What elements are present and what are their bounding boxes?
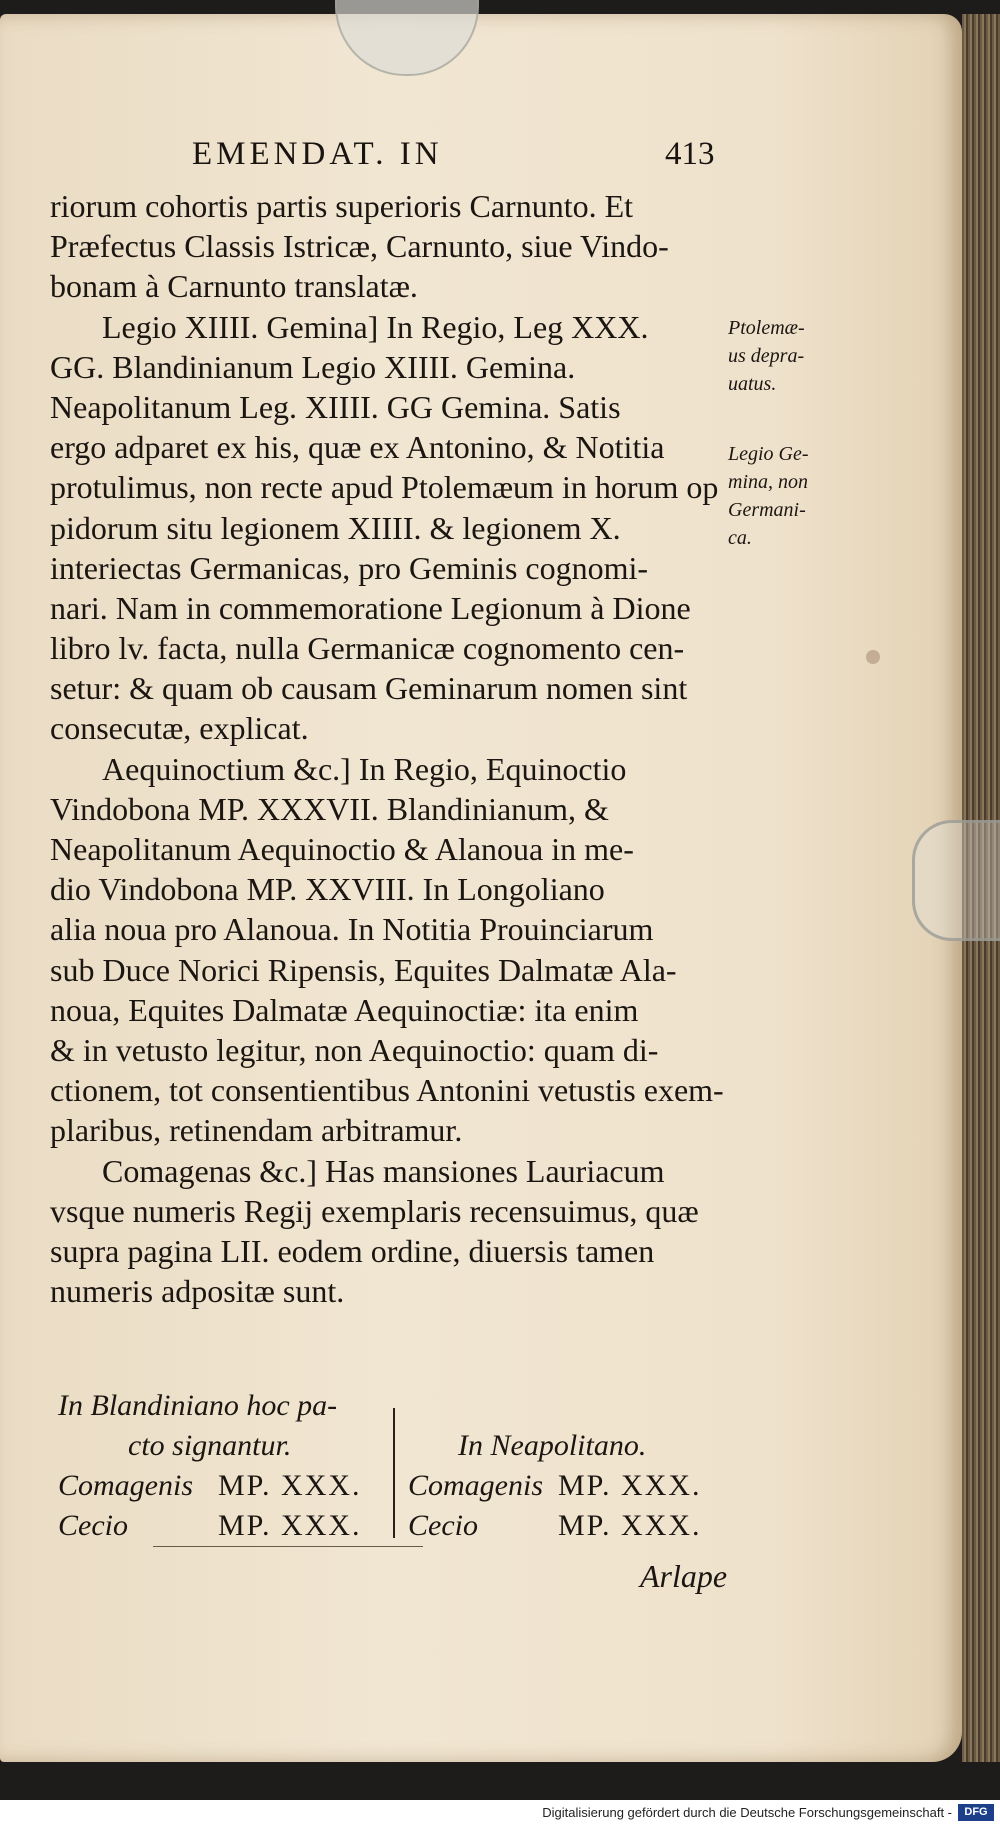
dfg-logo: DFG <box>958 1804 994 1821</box>
text-line: Præfectus Classis Istricæ, Carnunto, siue Vindo- <box>50 228 669 265</box>
margin-note <box>728 314 840 398</box>
table-row <box>408 1506 738 1546</box>
table-value: MP. XXX. <box>218 1509 362 1542</box>
text-line: numeris adpositæ sunt. <box>50 1273 345 1310</box>
text-line: protulimus, non recte apud Ptolemæum in horum op <box>50 469 719 506</box>
text-line: setur: & quam ob causam Geminarum nomen sint <box>50 670 688 707</box>
text-line: nari. Nam in commemoratione Legionum à Dione <box>50 589 691 626</box>
table-place: Comagenis <box>58 1469 193 1502</box>
table-heading: In Neapolitano. <box>458 1429 647 1462</box>
margin-notes <box>728 314 840 594</box>
text-line: dio Vindobona MP. XXVIII. In Longoliano <box>50 871 605 908</box>
text-line: consecutæ, explicat. <box>50 710 309 747</box>
text-line: Aequinoctium &c.] In Regio, Equinoctio <box>102 750 627 787</box>
main-text <box>50 186 730 1311</box>
mansion-table <box>58 1386 738 1556</box>
margin-note-line: Ptolemæ- <box>728 317 805 339</box>
catchword: Arlape <box>640 1558 728 1594</box>
text-line: bonam à Carnunto translatæ. <box>50 268 418 305</box>
digitization-footer <box>0 1800 1000 1825</box>
text-line: supra pagina LII. eodem ordine, diuersis tamen <box>50 1232 655 1269</box>
text-line: Vindobona MP. XXXVII. Blandinianum, & <box>50 790 609 827</box>
text-line: & in vetusto legitur, non Aequinoctio: quam di- <box>50 1031 659 1068</box>
text-line: Neapolitanum Leg. XIIII. GG Gemina. Satis <box>50 388 621 425</box>
text-line: riorum cohortis partis superioris Carnunto. Et <box>50 188 634 224</box>
table-heading: cto signantur. <box>128 1429 292 1462</box>
paper-stain <box>866 650 880 664</box>
text-line: vsque numeris Regij exemplaris recensuimus, quæ <box>50 1192 699 1229</box>
page-number: 413 <box>665 136 715 172</box>
margin-note-line: us depra- <box>728 345 805 367</box>
text-line: ctionem, tot consentientibus Antonini vetustis exem- <box>50 1072 724 1109</box>
text-line: Neapolitanum Aequinoctio & Alanoua in me- <box>50 831 634 867</box>
table-value: MP. XXX. <box>558 1469 702 1502</box>
table-place: Cecio <box>408 1509 478 1542</box>
running-title: EMENDAT. IN <box>192 136 443 172</box>
text-line: ergo adparet ex his, quæ ex Antonino, & Notitia <box>50 429 665 466</box>
running-header <box>0 136 962 176</box>
margin-note-line: ca. <box>728 527 752 549</box>
table-column-neapolitano <box>408 1386 738 1546</box>
table-row <box>58 1506 378 1546</box>
text-line: noua, Equites Dalmatæ Aequinoctiæ: ita enim <box>50 991 639 1028</box>
text-line: libro lv. facta, nulla Germanicæ cognomento cen- <box>50 630 685 667</box>
text-line: Comagenas &c.] Has mansiones Lauriacum <box>102 1152 665 1189</box>
table-row <box>58 1466 378 1506</box>
text-line: sub Duce Norici Ripensis, Equites Dalmatæ Ala- <box>50 951 677 988</box>
margin-note-line: Legio Ge- <box>728 443 809 465</box>
footer-text: Digitalisierung gefördert durch die Deutsche Forschungsgemeinschaft - <box>542 1805 952 1820</box>
table-value: MP. XXX. <box>558 1509 702 1542</box>
table-heading: In Blandiniano hoc pa- <box>58 1389 338 1422</box>
table-value: MP. XXX. <box>218 1469 362 1502</box>
table-column-blandiniano <box>58 1386 378 1546</box>
table-row <box>408 1466 738 1506</box>
table-rule <box>153 1546 423 1547</box>
text-line: plaribus, retinendam arbitramur. <box>50 1112 463 1149</box>
table-place: Cecio <box>58 1509 128 1542</box>
text-line: GG. Blandinianum Legio XIIII. Gemina. <box>50 348 576 385</box>
text-line: Legio XIIII. Gemina] In Regio, Leg XXX. <box>102 308 649 345</box>
margin-note-line: mina, non <box>728 471 808 493</box>
page-clip-right <box>912 820 1000 941</box>
text-line: pidorum situ legionem XIIII. & legionem X. <box>50 509 621 546</box>
table-place: Comagenis <box>408 1469 543 1502</box>
book-page <box>0 14 962 1762</box>
table-divider <box>393 1408 395 1538</box>
margin-note-line: Germani- <box>728 499 806 521</box>
text-line: alia noua pro Alanoua. In Notitia Prouinciarum <box>50 911 654 948</box>
margin-note-line: uatus. <box>728 373 777 395</box>
margin-note <box>728 440 840 552</box>
text-line: interiectas Germanicas, pro Geminis cognomi- <box>50 549 649 586</box>
